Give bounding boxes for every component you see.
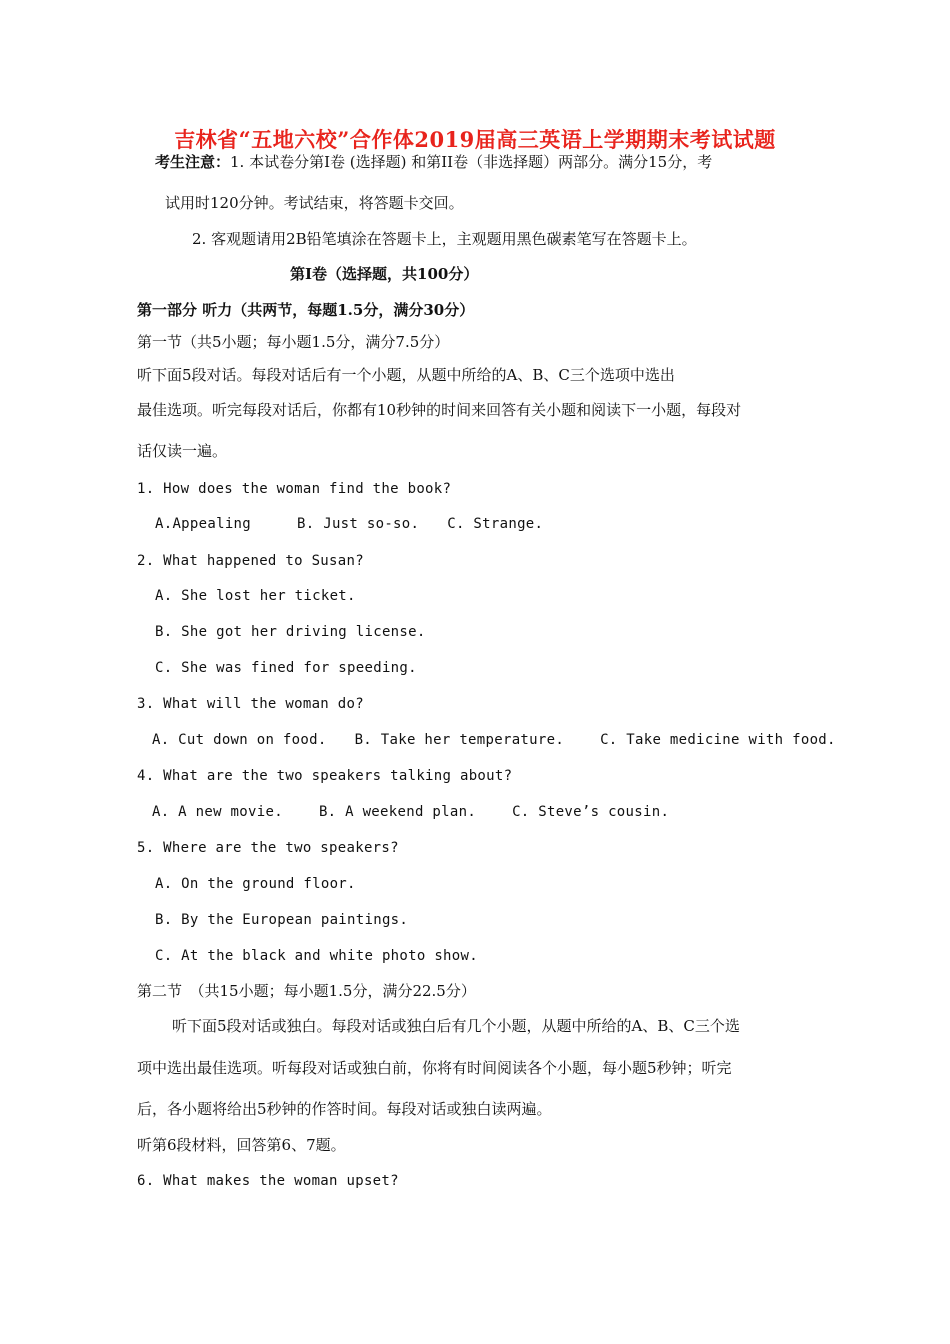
section2-heading: 第二节 （共15小题；每小题1.5分，满分22.5分） <box>137 982 476 1000</box>
section1-heading: 第一节（共5小题；每小题1.5分，满分7.5分） <box>137 333 450 351</box>
question-3: 3. What will the woman do? <box>137 696 364 712</box>
option-c: C. Steve’s cousin. <box>512 804 670 820</box>
part1-heading: 第一部分 听力（共两节，每题1.5分，满分30分） <box>137 301 475 319</box>
question-4: 4. What are the two speakers talking about? <box>137 768 513 784</box>
section2-instr-3: 后，各小题将给出5秒钟的作答时间。每段对话或独白读两遍。 <box>137 1100 552 1118</box>
option-c: C. Take medicine with food. <box>600 732 836 748</box>
section1-instr-2: 最佳选项。听完每段对话后，你都有10秒钟的时间来回答有关小题和阅读下一小题，每段对 <box>137 401 742 419</box>
option-a: A. Cut down on food. <box>152 732 327 748</box>
notice-line-3: 2. 客观题请用2B铅笔填涂在答题卡上，主观题用黑色碳素笔写在答题卡上。 <box>192 230 697 248</box>
question-6: 6. What makes the woman upset? <box>137 1173 399 1189</box>
notice-line-1 <box>155 152 712 172</box>
question-2: 2. What happened to Susan? <box>137 553 364 569</box>
option-c: C. Strange. <box>447 516 544 532</box>
section2-instr-2: 项中选出最佳选项。听每段对话或独白前，你将有时间阅读各个小题，每小题5秒钟；听完 <box>137 1059 732 1077</box>
exam-title: 吉林省“五地六校”合作体2019届高三英语上学期期末考试试题 <box>174 127 776 152</box>
section1-instr-3: 话仅读一遍。 <box>137 442 228 460</box>
question-5: 5. Where are the two speakers? <box>137 840 399 856</box>
question-5-option-a: A. On the ground floor. <box>155 876 356 892</box>
question-2-option-a: A. She lost her ticket. <box>155 588 356 604</box>
question-3-options <box>152 730 836 750</box>
section2-instr-1: 听下面5段对话或独白。每段对话或独白后有几个小题，从题中所给的A、B、C三个选 <box>172 1017 740 1035</box>
question-4-options <box>152 802 669 822</box>
notice-text-1: 1. 本试卷分第Ⅰ卷 (选择题) 和第II卷（非选择题）两部分。满分15分，考 <box>230 153 713 171</box>
option-a: A.Appealing <box>155 516 252 532</box>
notice-line-2: 试用时120分钟。考试结束，将答题卡交回。 <box>165 194 464 212</box>
volume-heading: 第Ⅰ卷（选择题，共100分） <box>290 265 479 283</box>
question-2-option-c: C. She was fined for speeding. <box>155 660 417 676</box>
question-5-option-c: C. At the black and white photo show. <box>155 948 478 964</box>
question-2-option-b: B. She got her driving license. <box>155 624 426 640</box>
question-1: 1. How does the woman find the book? <box>137 481 452 497</box>
option-b: B. Just so-so. <box>297 516 420 532</box>
section1-instr-1: 听下面5段对话。每段对话后有一个小题，从题中所给的A、B、C三个选项中选出 <box>137 366 675 384</box>
material-6-instruction: 听第6段材料，回答第6、7题。 <box>137 1136 346 1154</box>
notice-label: 考生注意： <box>155 153 231 171</box>
question-1-options <box>155 514 543 534</box>
option-b: B. A weekend plan. <box>318 804 477 820</box>
option-a: A. A new movie. <box>152 804 283 820</box>
question-5-option-b: B. By the European paintings. <box>155 912 409 928</box>
option-b: B. Take her temperature. <box>354 732 565 748</box>
